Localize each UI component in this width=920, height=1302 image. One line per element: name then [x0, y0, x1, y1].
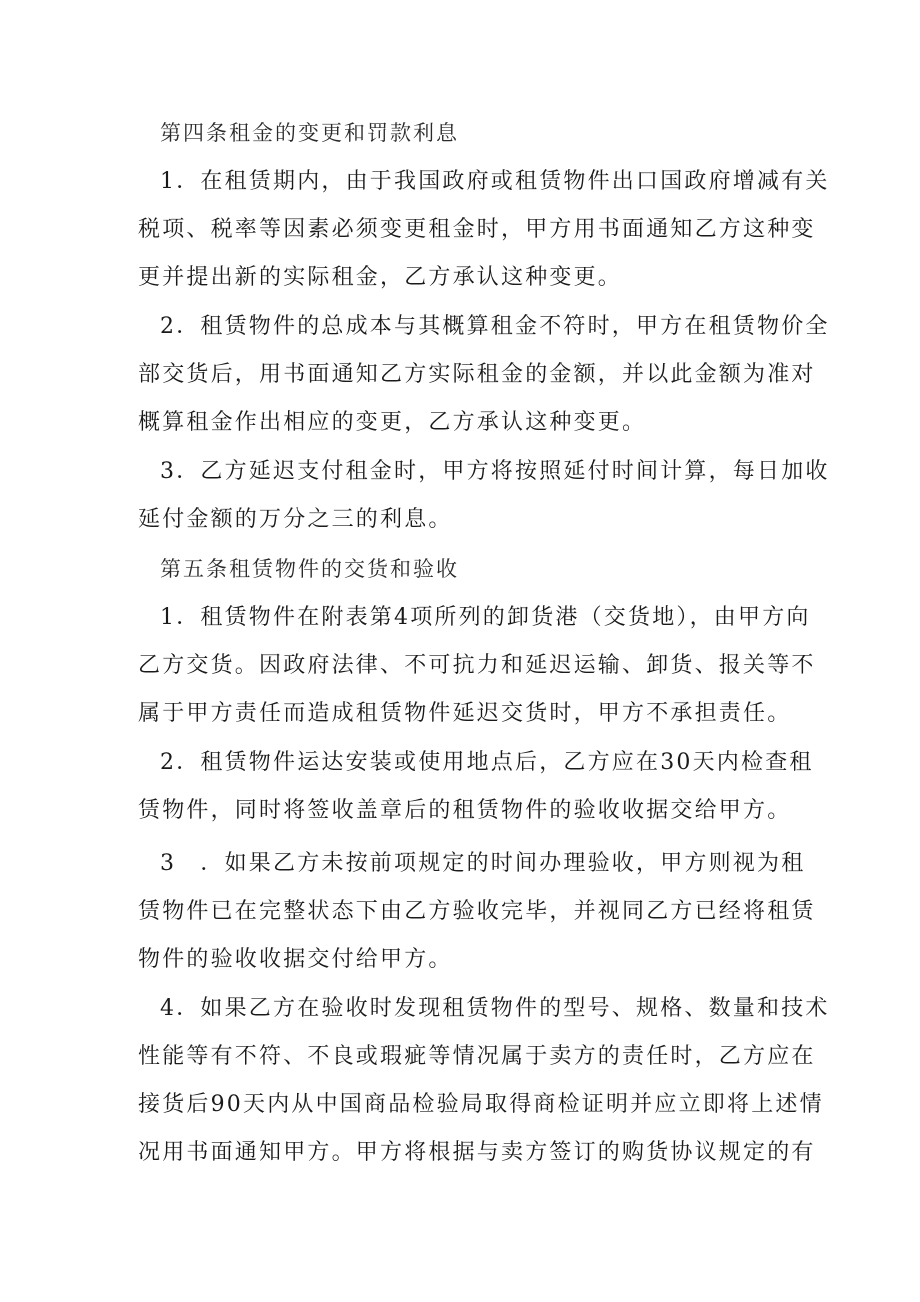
paragraph-line: 接货后90天内从中国商品检验局取得商检证明并应立即将上述情 [138, 1092, 824, 1117]
paragraph-line: 2．租赁物件的总成本与其概算租金不符时，甲方在租赁物价全 [160, 314, 830, 339]
paragraph-line: 1．租赁物件在附表第4项所列的卸货港（交货地），由甲方向 [160, 605, 811, 630]
paragraph-line: 1．在租赁期内，由于我国政府或租赁物件出口国政府增减有关 [160, 169, 830, 194]
paragraph-line: 物件的验收收据交付给甲方。 [138, 947, 453, 972]
paragraph-line: 赁物件，同时将签收盖章后的租赁物件的验收收据交给甲方。 [138, 798, 792, 823]
section-heading-5: 第五条租赁物件的交货和验收 [160, 557, 459, 581]
paragraph-line: 延付金额的万分之三的利息。 [138, 507, 453, 532]
paragraph-line: 性能等有不符、不良或瑕疵等情况属于卖方的责任时，乙方应在 [138, 1044, 816, 1069]
paragraph-line: 更并提出新的实际租金，乙方承认这种变更。 [138, 265, 623, 290]
paragraph-line: 4．如果乙方在验收时发现租赁物件的型号、规格、数量和技术 [160, 996, 830, 1021]
paragraph-line: 2．租赁物件运达安装或使用地点后，乙方应在30天内检查租 [160, 750, 814, 775]
paragraph-line: 概算租金作出相应的变更，乙方承认这种变更。 [138, 410, 647, 435]
paragraph-line: 3．乙方延迟支付租金时，甲方将按照延付时间计算，每日加收 [160, 459, 830, 484]
paragraph-line: 赁物件已在完整状态下由乙方验收完毕，并视同乙方已经将租赁 [138, 899, 816, 924]
paragraph-line: 部交货后，用书面通知乙方实际租金的金额，并以此金额为准对 [138, 362, 816, 387]
section-heading-4: 第四条租金的变更和罚款利息 [160, 121, 459, 145]
paragraph-line: 税项、税率等因素必须变更租金时，甲方用书面通知乙方这种变 [138, 217, 816, 242]
paragraph-line: 属于甲方责任而造成租赁物件延迟交货时，甲方不承担责任。 [138, 701, 792, 726]
paragraph-line: 况用书面通知甲方。甲方将根据与卖方签订的购货协议规定的有 [138, 1140, 816, 1165]
paragraph-line: 3 ．如果乙方未按前项规定的时间办理验收，甲方则视为租 [160, 851, 806, 876]
paragraph-line: 乙方交货。因政府法律、不可抗力和延迟运输、卸货、报关等不 [138, 653, 816, 678]
